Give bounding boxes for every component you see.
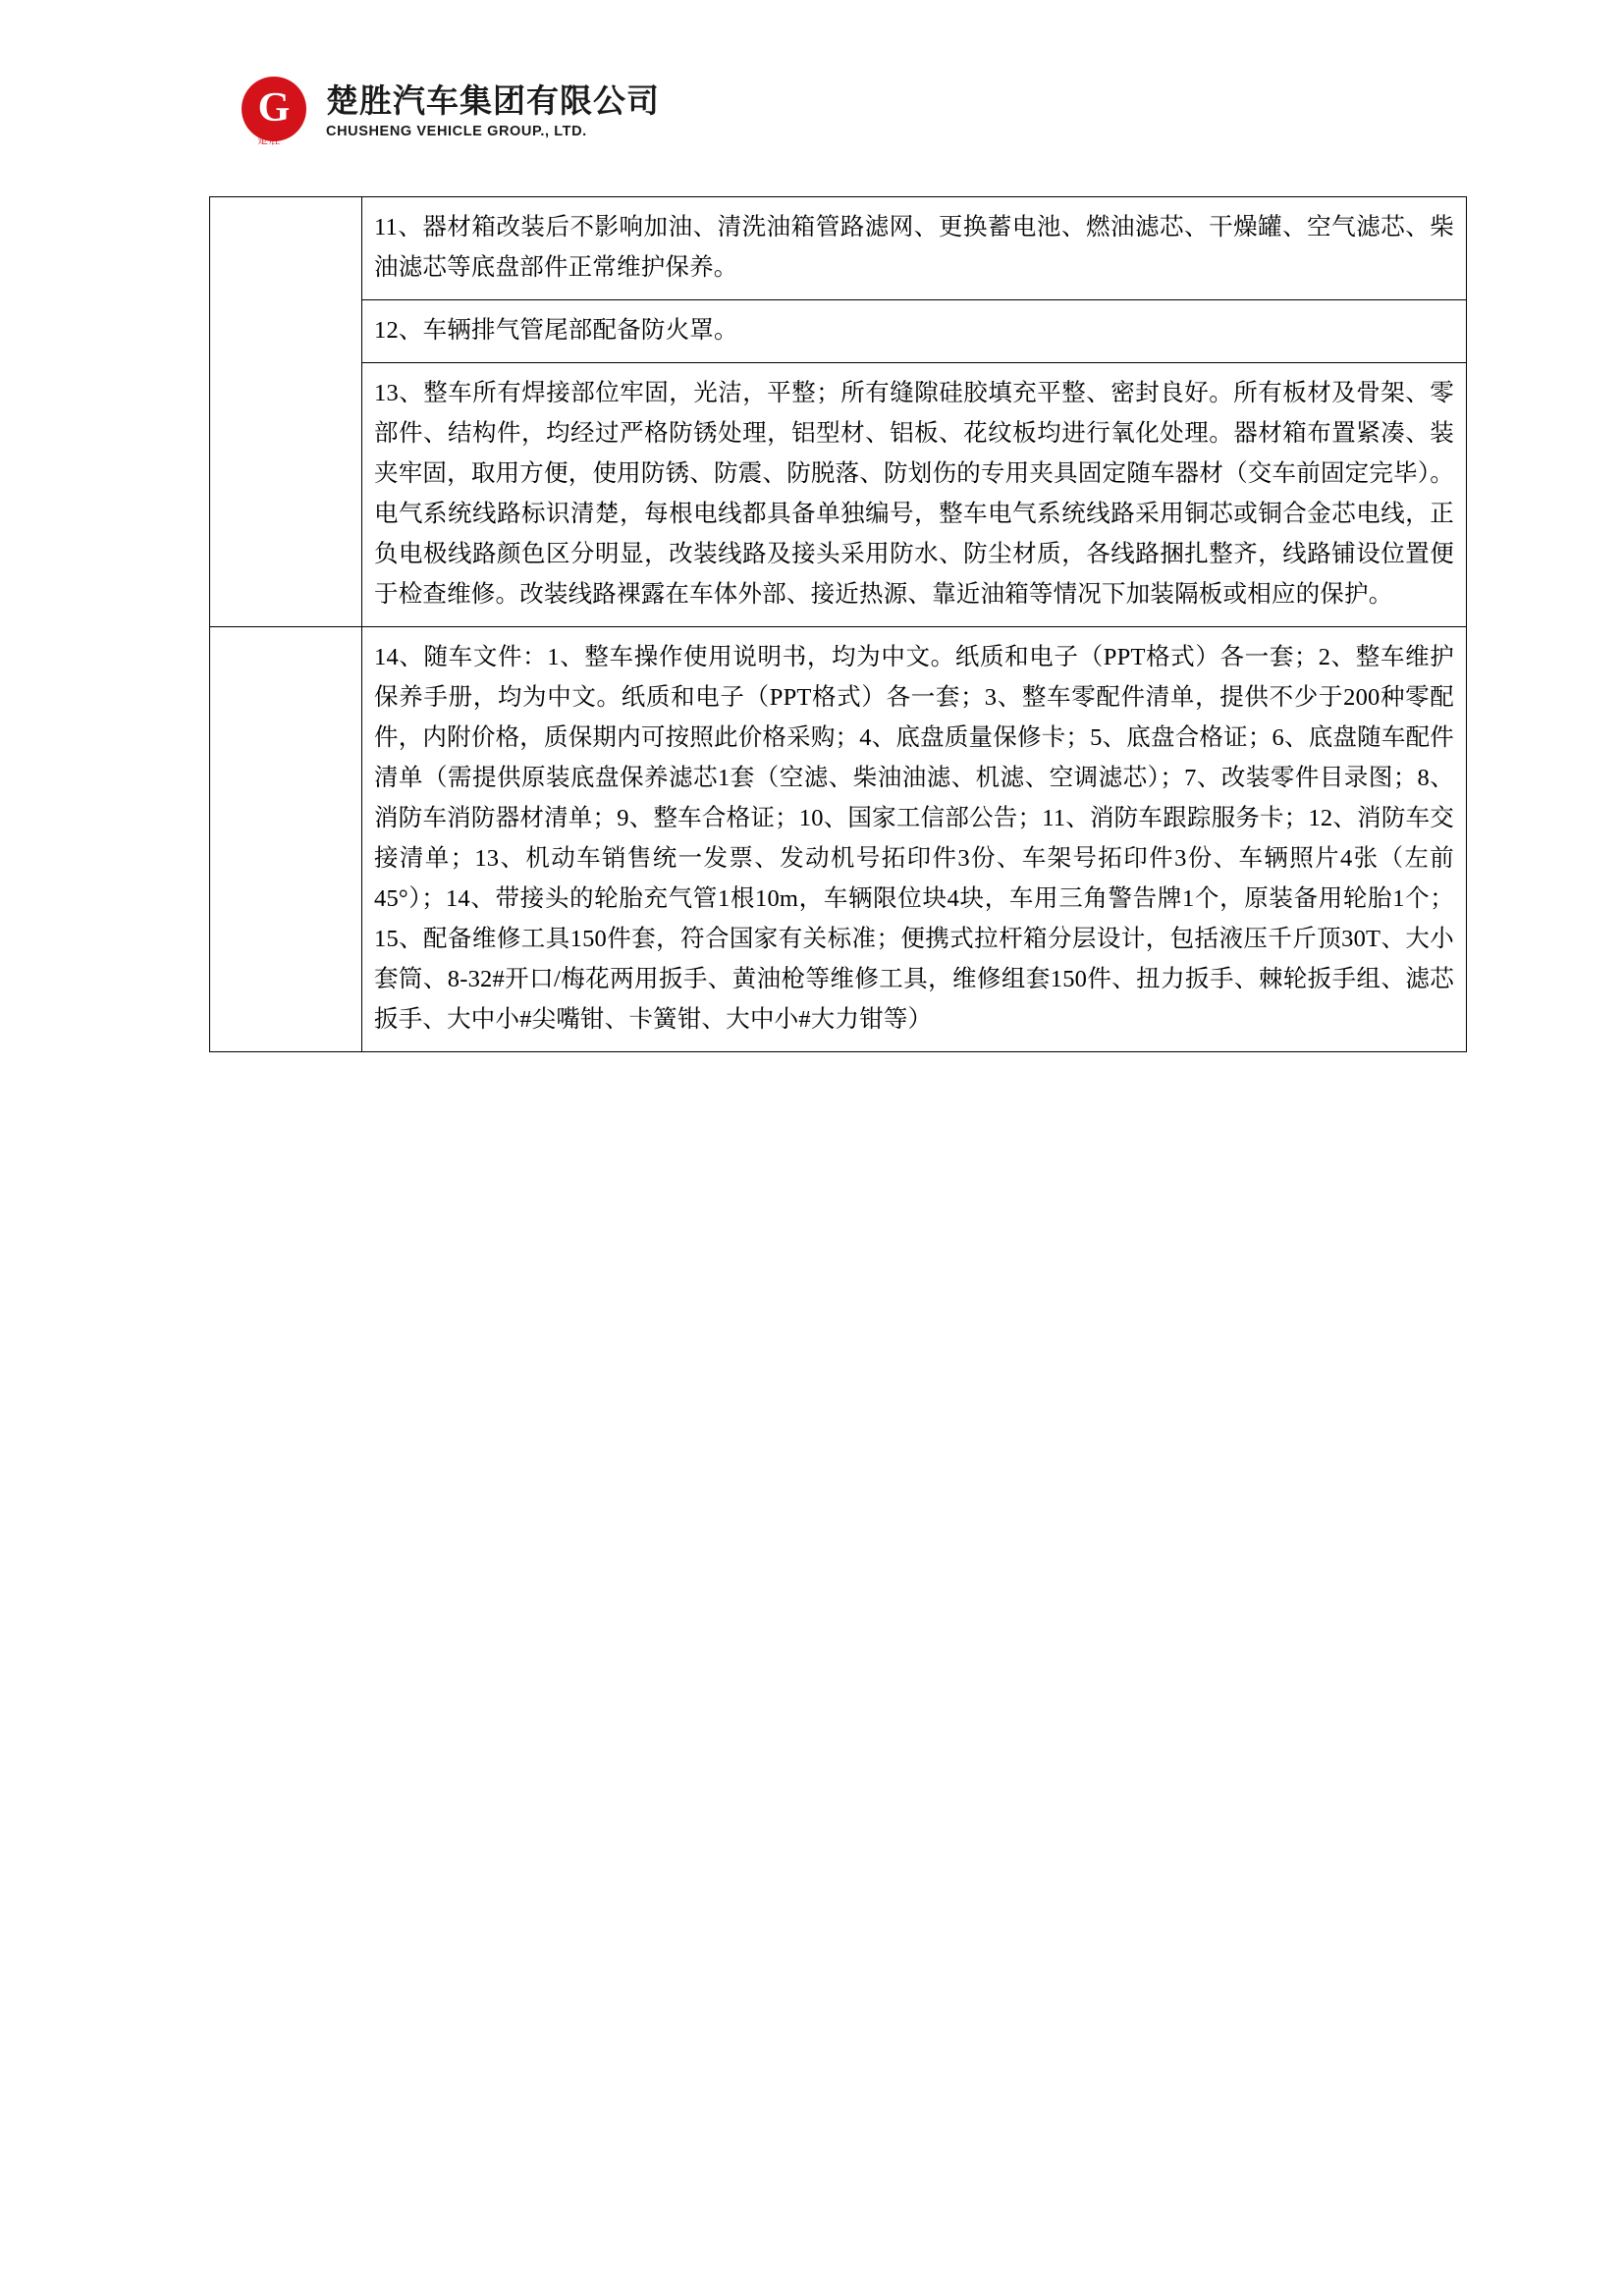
row-body-cell xyxy=(362,197,1467,300)
table-row xyxy=(210,197,1467,300)
logo-sub-characters: 楚胜 xyxy=(257,134,281,146)
clause-14-text: 14、随车文件：1、整车操作使用说明书，均为中文。纸质和电子（PPT格式）各一套；2、整车维护保养手册，均为中文。纸质和电子（PPT格式）各一套；3、整车零配件清单，提供不少于200种零配件，内附价格，质保期内可按照此价格采购；4、底盘质量保修卡；5、底盘合格证；6、底盘随车配件清单（需提供原装底盘保养滤芯1套（空滤、柴油油滤、机滤、空调滤芯）；7、改装零件目录图；8、消防车消防器材清单；9、整车合格证；10、国家工信部公告；11、消防车跟踪服务卡；12、消防车交接清单；13、机动车销售统一发票、发动机号拓印件3份、车架号拓印件3份、车辆照片4张（左前45°）；14、带接头的轮胎充气管1根10m，车辆限位块4块，车用三角警告牌1个，原装备用轮胎1个；15、配备维修工具150件套，符合国家有关标准；便携式拉杆箱分层设计，包括液压千斤顶30T、大小套筒、8-32#开口/梅花两用扳手、黄油枪等维修工具，维修组套150件、扭力扳手、棘轮扳手组、滤芯扳手、大中小#尖嘴钳、卡簧钳、大中小#大力钳等） xyxy=(374,644,1454,1033)
table-row xyxy=(210,300,1467,363)
company-name-block xyxy=(326,82,660,141)
clause-13-text: 13、整车所有焊接部位牢固，光洁，平整；所有缝隙硅胶填充平整、密封良好。所有板材及骨架、零部件、结构件，均经过严格防锈处理，铝型材、铝板、花纹板均进行氧化处理。器材箱布置紧凑、装夹牢固，取用方便，使用防锈、防震、防脱落、防划伤的专用夹具固定随车器材（交车前固定完毕）。电气系统线路标识清楚，每根电线都具备单独编号，整车电气系统线路采用铜芯或铜合金芯电线，正负电极线路颜色区分明显，改装线路及接头采用防水、防尘材质，各线路捆扎整齐，线路铺设位置便于检查维修。改装线路裸露在车体外部、接近热源、靠近油箱等情况下加装隔板或相应的保护。 xyxy=(374,380,1454,608)
row-body-cell xyxy=(362,300,1467,363)
row-body-cell xyxy=(362,627,1467,1052)
table-row xyxy=(210,363,1467,627)
company-name-en: CHUSHENG VEHICLE GROUP., LTD. xyxy=(326,124,587,139)
table-row xyxy=(210,627,1467,1052)
row-label-cell xyxy=(210,197,362,627)
row-label-cell xyxy=(210,627,362,1052)
company-name-cn: 楚胜汽车集团有限公司 xyxy=(326,82,660,119)
clause-11-text: 11、器材箱改装后不影响加油、清洗油箱管路滤网、更换蓄电池、燃油滤芯、干燥罐、空气滤芯、柴油滤芯等底盘部件正常维护保养。 xyxy=(374,214,1454,281)
specification-table xyxy=(209,196,1467,1052)
clause-12-text: 12、车辆排气管尾部配备防火罩。 xyxy=(374,317,738,344)
logo-letter: G xyxy=(257,85,291,131)
row-body-cell xyxy=(362,363,1467,627)
company-logo-icon xyxy=(242,77,312,147)
document-header xyxy=(242,77,660,147)
